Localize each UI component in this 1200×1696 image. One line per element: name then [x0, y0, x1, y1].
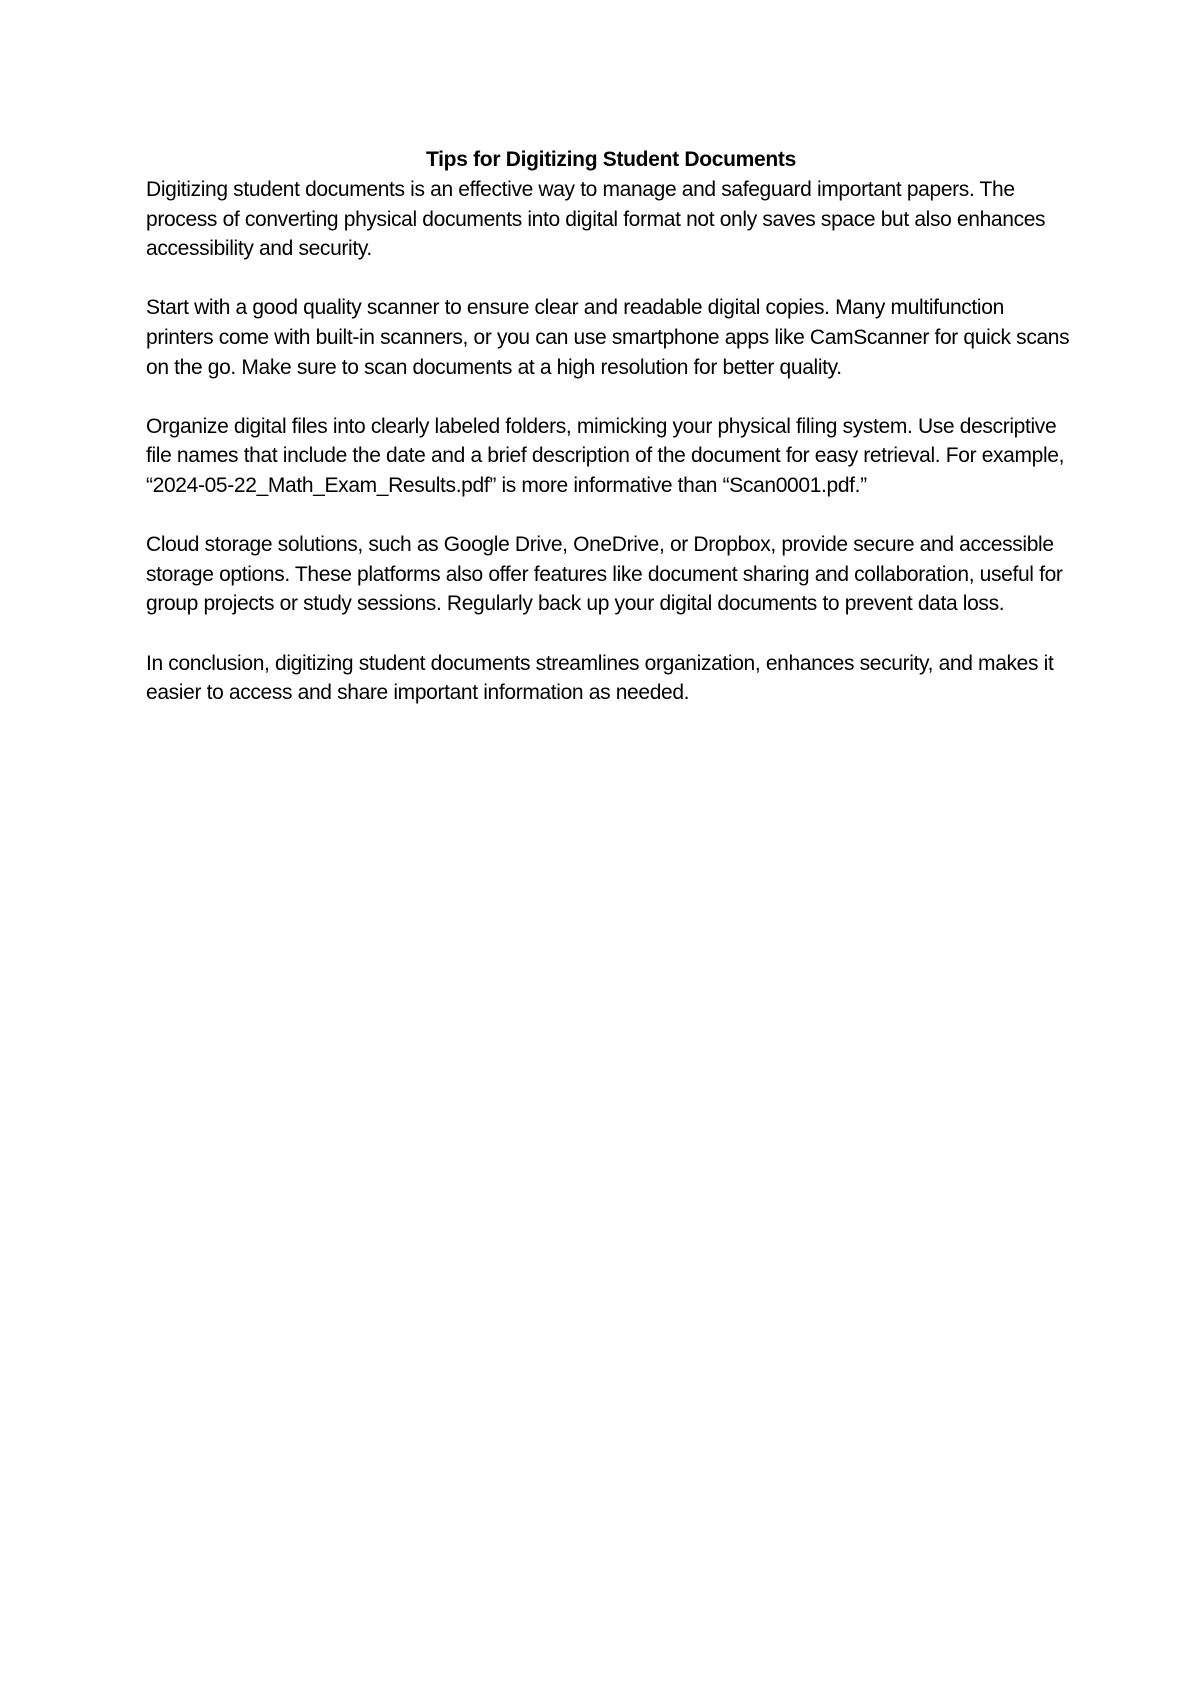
paragraph-conclusion: In conclusion, digitizing student documents streamlines organization, enhances security, and makes it easier to access and share important information as needed. [146, 651, 1054, 705]
paragraph-scanning: Start with a good quality scanner to ensure clear and readable digital copies. Many multifunction printers come with built-in scanners, or you can use smartphone apps like CamScanner for quick scans on the go. Make sure to scan documents at a high resolution for better quality. [146, 296, 1070, 379]
paragraph-spacer [146, 501, 1076, 531]
paragraph-spacer [146, 264, 1076, 294]
document-body [146, 145, 1076, 708]
paragraph-cloud-storage: Cloud storage solutions, such as Google Drive, OneDrive, or Dropbox, provide secure and accessible storage options. These platforms also offer features like document sharing and collaboration, useful for group projects or study sessions. Regularly back up your digital documents to prevent data loss. [146, 533, 1063, 616]
paragraph-spacer [146, 619, 1076, 649]
paragraph-intro: Digitizing student documents is an effective way to manage and safeguard important papers. The process of converting physical documents into digital format not only saves space but also enhances accessibility and security. [146, 178, 1046, 261]
paragraph-organizing: Organize digital files into clearly labeled folders, mimicking your physical filing system. Use descriptive file names that include the date and a brief description of the document for easy retrieval. For example, “2024-05-22_Math_Exam_Results.pdf” is more informative than “Scan0001.pdf.” [146, 414, 1065, 497]
paragraph-spacer [146, 382, 1076, 412]
document-title: Tips for Digitizing Student Documents [425, 148, 796, 171]
